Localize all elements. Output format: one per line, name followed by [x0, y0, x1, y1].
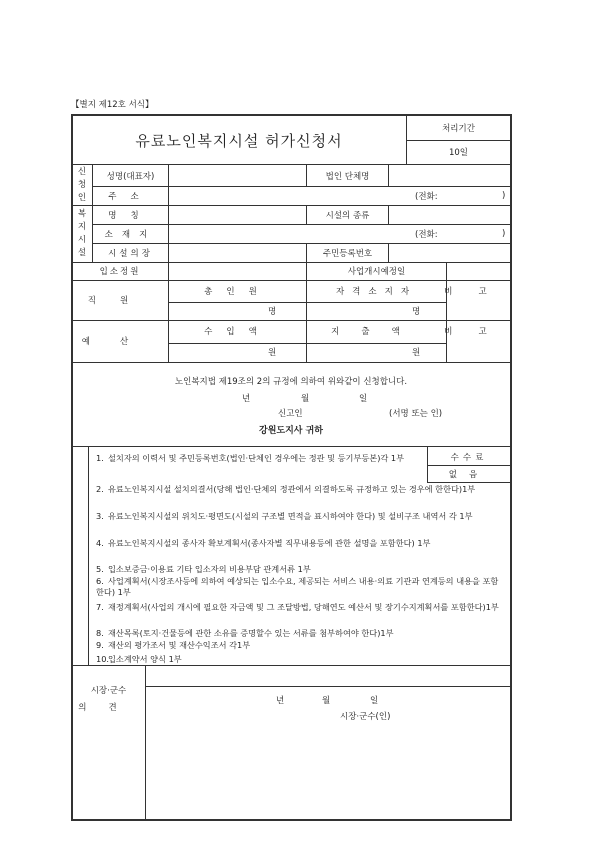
declaration-year: 년	[242, 394, 251, 404]
staff-mid-row	[168, 302, 446, 303]
facility-location-label: 소재지	[104, 230, 157, 240]
capacity-line	[168, 262, 169, 280]
budget-unit1: 원	[268, 348, 277, 358]
budget-mid-row	[168, 343, 446, 344]
budget-label: 예산	[81, 337, 159, 347]
staff-total-label: 총인원	[204, 287, 271, 297]
facility-mid-line2	[388, 205, 389, 224]
document-item: 9. 재산의 평가조서 및 재산수익조서 각1부	[96, 640, 251, 650]
staff-unit2: 명	[412, 307, 421, 317]
staff-unit1: 명	[268, 307, 277, 317]
form-number-label: 【별지 제12호 서식】	[71, 100, 154, 110]
facility-phone-label: (전화:	[415, 230, 438, 240]
fee-value: 없음	[448, 469, 490, 480]
facility-phone-close: )	[502, 229, 506, 239]
staff-label: 직원	[87, 296, 153, 306]
document-item: 7. 재정계획서(사업의 개시에 필요한 자금액 및 그 조달방법, 당해연도 예산서 및 장기수지계획서를 포함한다)1부	[96, 602, 499, 612]
facility-section-label: 복 지 시 설	[77, 209, 87, 258]
capacity-label: 입소정원	[99, 267, 141, 277]
declaration-month: 월	[301, 394, 310, 404]
mayor-label1: 시장·군수	[90, 686, 127, 696]
applicant-mid-line2	[388, 164, 389, 186]
facility-head-label: 시설의장	[108, 249, 153, 259]
declaration-day: 일	[359, 394, 368, 404]
document-item: 10.입소계약서 양식 1부	[96, 654, 182, 664]
applicant-phone-close: )	[502, 191, 506, 201]
capacity-line3	[446, 262, 447, 280]
facility-type-label: 시설의 종류	[325, 211, 370, 221]
document-item: 1. 설치자의 이력서 및 주민등록번호(법인·단체인 경우에는 정관 및 등기부등본)각 1부	[96, 453, 405, 463]
budget-bottom	[71, 362, 512, 363]
declaration-applicant: 신고인	[278, 409, 303, 419]
mayor-sub-line	[145, 686, 512, 687]
facility-mid-line4	[388, 243, 389, 262]
mayor-signer: 시장·군수(인)	[340, 712, 391, 722]
processing-value: 10일	[448, 148, 469, 158]
docs-bottom	[71, 665, 512, 666]
document-item: 6. 사업계획서(시장조사등에 의하여 예상되는 입소수요, 제공되는 서비스 내용·의료 기관과 연계등의 내용을 포함한다) 1부	[96, 576, 499, 597]
mayor-day: 일	[370, 696, 379, 706]
budget-note-label: 비고	[444, 327, 513, 337]
budget-expense-label: 지출액	[331, 327, 422, 337]
frame-right	[510, 114, 512, 820]
fee-label: 수수료	[450, 452, 488, 463]
mayor-year: 년	[276, 696, 285, 706]
document-item: 4. 유료노인복지시설의 종사자 확보계획서(종사자별 직무내용등에 관한 설명을 포함한다) 1부	[96, 538, 431, 548]
facility-name-label: 명칭	[108, 211, 153, 221]
budget-unit2: 원	[412, 348, 421, 358]
mayor-col-line	[145, 665, 146, 820]
document-item: 5. 입소보증금·이용료 기타 입소자의 비용부담 관계서류 1부	[96, 564, 311, 574]
declaration-text: 노인복지법 제19조의 2의 규정에 의하여 위와같이 신청합니다.	[174, 377, 408, 387]
document-item: 3. 유료노인복지시설의 위치도·평면도(시설의 구조별 면적을 표시하여야 한다) 및 설비구조 내역서 각 1부	[96, 511, 473, 521]
applicant-phone-label: (전화:	[415, 192, 438, 202]
document-item: 8. 재산목록(토지·건물등에 관한 소유를 증명할수 있는 서류를 첨부하여야 한다)1부	[96, 628, 394, 638]
budget-income-label: 수입액	[204, 327, 271, 337]
applicant-address-label: 주소	[108, 192, 153, 202]
form-title: 유료노인복지시설 허가신청서	[135, 131, 343, 150]
frame-bottom	[71, 819, 512, 821]
applicant-section-label: 신 청 인	[77, 166, 87, 203]
declaration-sign: (서명 또는 인)	[389, 409, 443, 419]
staff-certified-label: 자격소지자	[335, 287, 418, 297]
opening-date-label: 사업개시예정일	[347, 267, 406, 277]
applicant-name-label: 성명(대표자)	[106, 171, 155, 182]
declaration-addressee: 강원도지사 귀하	[259, 426, 323, 436]
document-item: 2. 유료노인복지시설 설치의결서(당해 법인·단체의 정관에서 의결하도록 규정하고 있는 경우에 한한다)1부	[96, 484, 476, 494]
label-col-line	[168, 164, 169, 262]
applicant-corp-label: 법인 단체명	[325, 171, 370, 182]
documents-list	[88, 447, 508, 665]
mayor-month: 월	[322, 696, 331, 706]
staff-note-label: 비고	[444, 287, 513, 297]
facility-resident-no-label: 주민등록번호	[322, 249, 373, 259]
processing-label: 처리기간	[442, 124, 475, 134]
mayor-label2: 의견	[78, 703, 139, 713]
